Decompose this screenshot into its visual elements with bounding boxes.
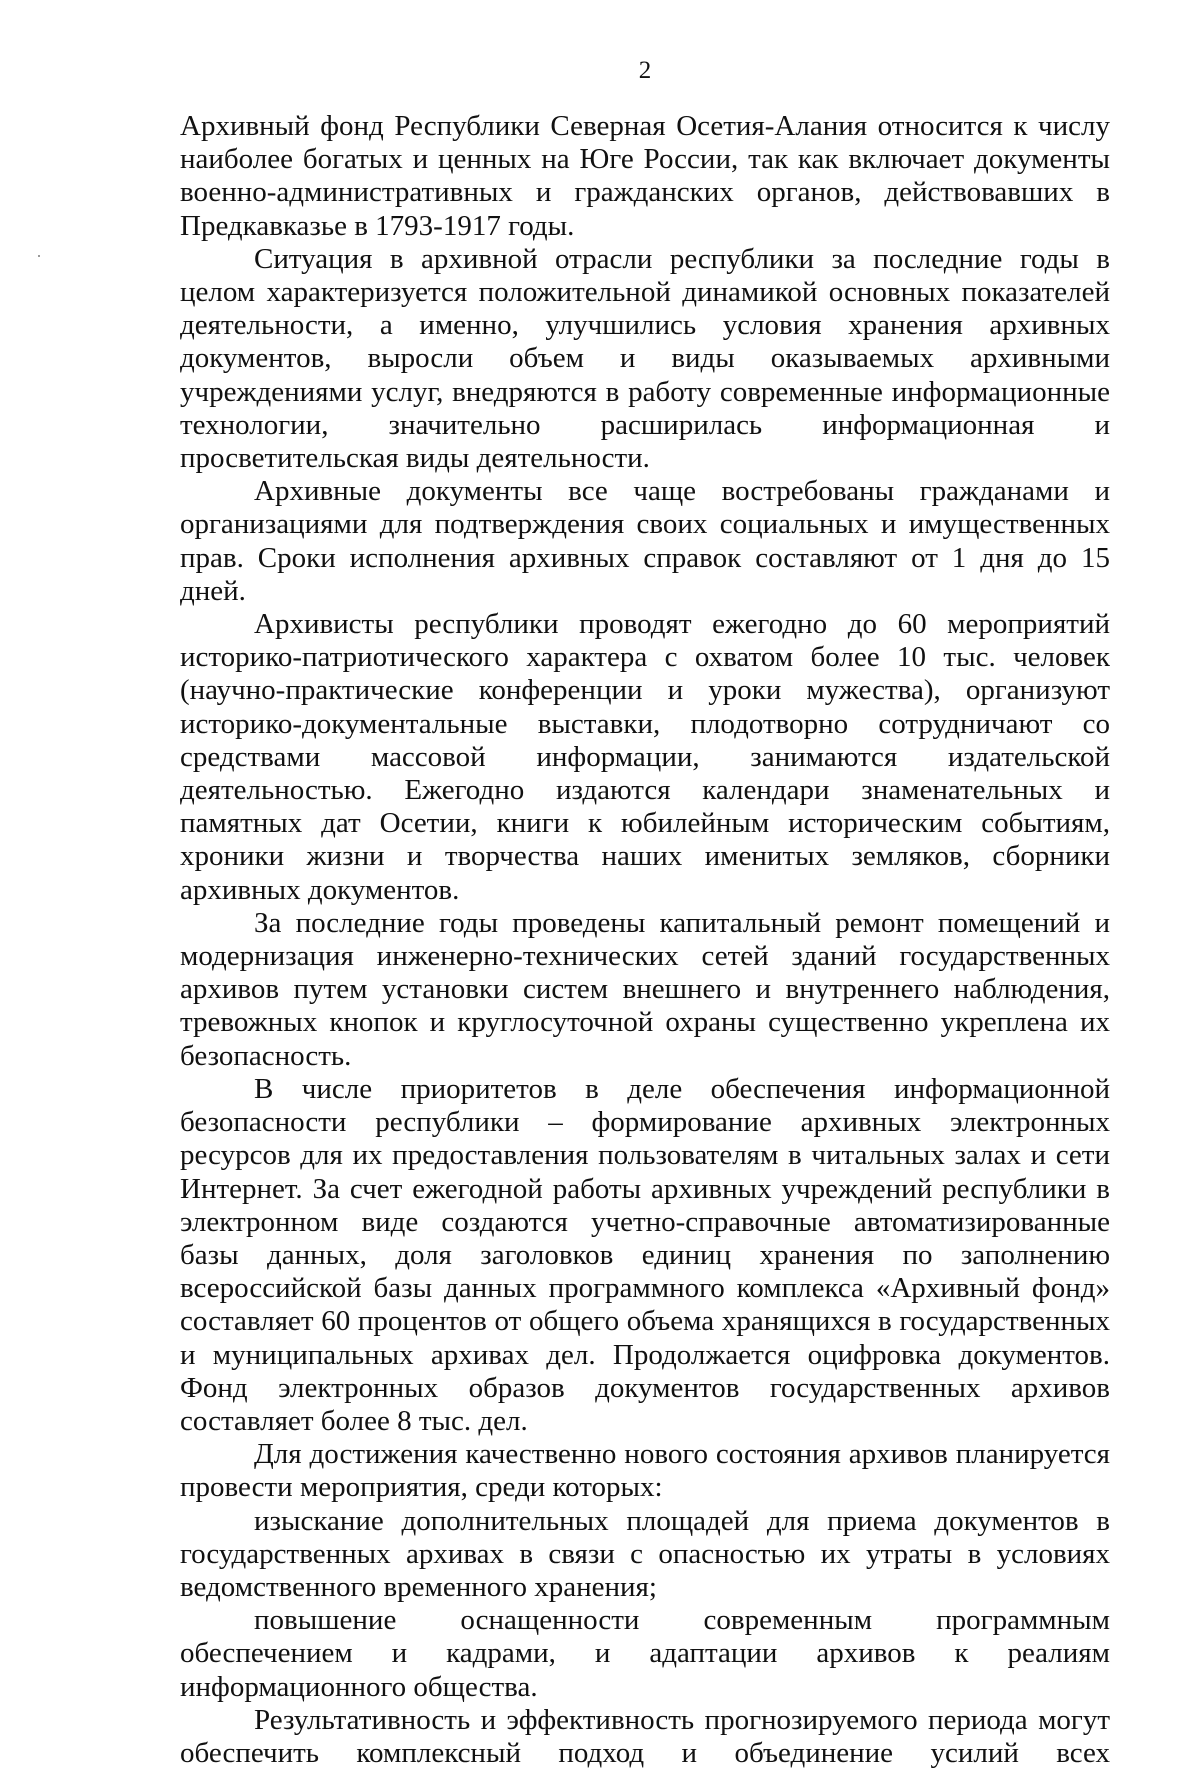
paragraph-renovation-security: За последние годы проведены капитальный ремонт помещений и модернизация инженерно-технических сетей зданий государственных архивов путем установки систем внешнего и внутреннего наблюдения, тревожных кнопок и круглосуточной охраны существенно укреплена их безопасность. bbox=[180, 906, 1110, 1072]
paragraph-archivist-events: Архивисты республики проводят ежегодно до 60 мероприятий историко-патриотического характера с охватом более 10 тыс. человек (научно-практические конференции и уроки мужества), организуют историко-документальные выставки, плодотворно сотрудничают со средствами массовой информации, занимаются издательской деятельностью. Ежегодно издаются календари знаменательных и памятных дат Осетии, книги к юбилейным историческим событиям, хроники жизни и творчества наших именитых земляков, сборники архивных документов. bbox=[180, 608, 1110, 906]
list-item-additional-space: изыскание дополнительных площадей для приема документов в государственных архивах в связи с опасностью их утраты в условиях ведомственного временного хранения; bbox=[180, 1504, 1110, 1603]
paragraph-archive-fund: Архивный фонд Республики Северная Осетия-Алания относится к числу наиболее богатых и ценных на Юге России, так как включает документы военно-административных и гражданских органов, действовавших в Предкавказье в 1793-1917 годы. bbox=[180, 110, 1110, 242]
scan-speck bbox=[38, 255, 40, 257]
paragraph-effectiveness: Результативность и эффективность прогнозируемого периода могут обеспечить комплексный подход и объединение усилий всех bbox=[180, 1703, 1110, 1769]
list-item-software-staff: повышение оснащенности современным программным обеспечением и кадрами, и адаптации архивов к реалиям информационного общества. bbox=[180, 1604, 1110, 1703]
page-number: 2 bbox=[638, 57, 652, 84]
paragraph-planned-measures: Для достижения качественно нового состояния архивов планируется провести мероприятия, среди которых: bbox=[180, 1438, 1110, 1504]
paragraph-information-security: В числе приоритетов в деле обеспечения информационной безопасности республики – формирование архивных электронных ресурсов для их предоставления пользователям в читальных залах и сети Интернет. За счет ежегодной работы архивных учреждений республики в электронном виде создаются учетно-справочные автоматизированные базы данных, доля заголовков единиц хранения по заполнению всероссийской базы данных программного комплекса «Архивный фонд» составляет 60 процентов от общего объема хранящихся в государственных и муниципальных архивах дел. Продолжается оцифровка документов. Фонд электронных образов документов государственных архивов составляет более 8 тыс. дел. bbox=[180, 1072, 1110, 1437]
paragraph-industry-situation: Ситуация в архивной отрасли республики за последние годы в целом характеризуется положительной динамикой основных показателей деятельности, а именно, улучшились условия хранения архивных документов, выросли объем и виды оказываемых архивными учреждениями услуг, внедряются в работу современные информационные технологии, значительно расширилась информационная и просветительская виды деятельности. bbox=[180, 242, 1110, 475]
document-body bbox=[180, 110, 1110, 1770]
paragraph-document-demand: Архивные документы все чаще востребованы гражданами и организациями для подтверждения своих социальных и имущественных прав. Сроки исполнения архивных справок составляют от 1 дня до 15 дней. bbox=[180, 475, 1110, 607]
